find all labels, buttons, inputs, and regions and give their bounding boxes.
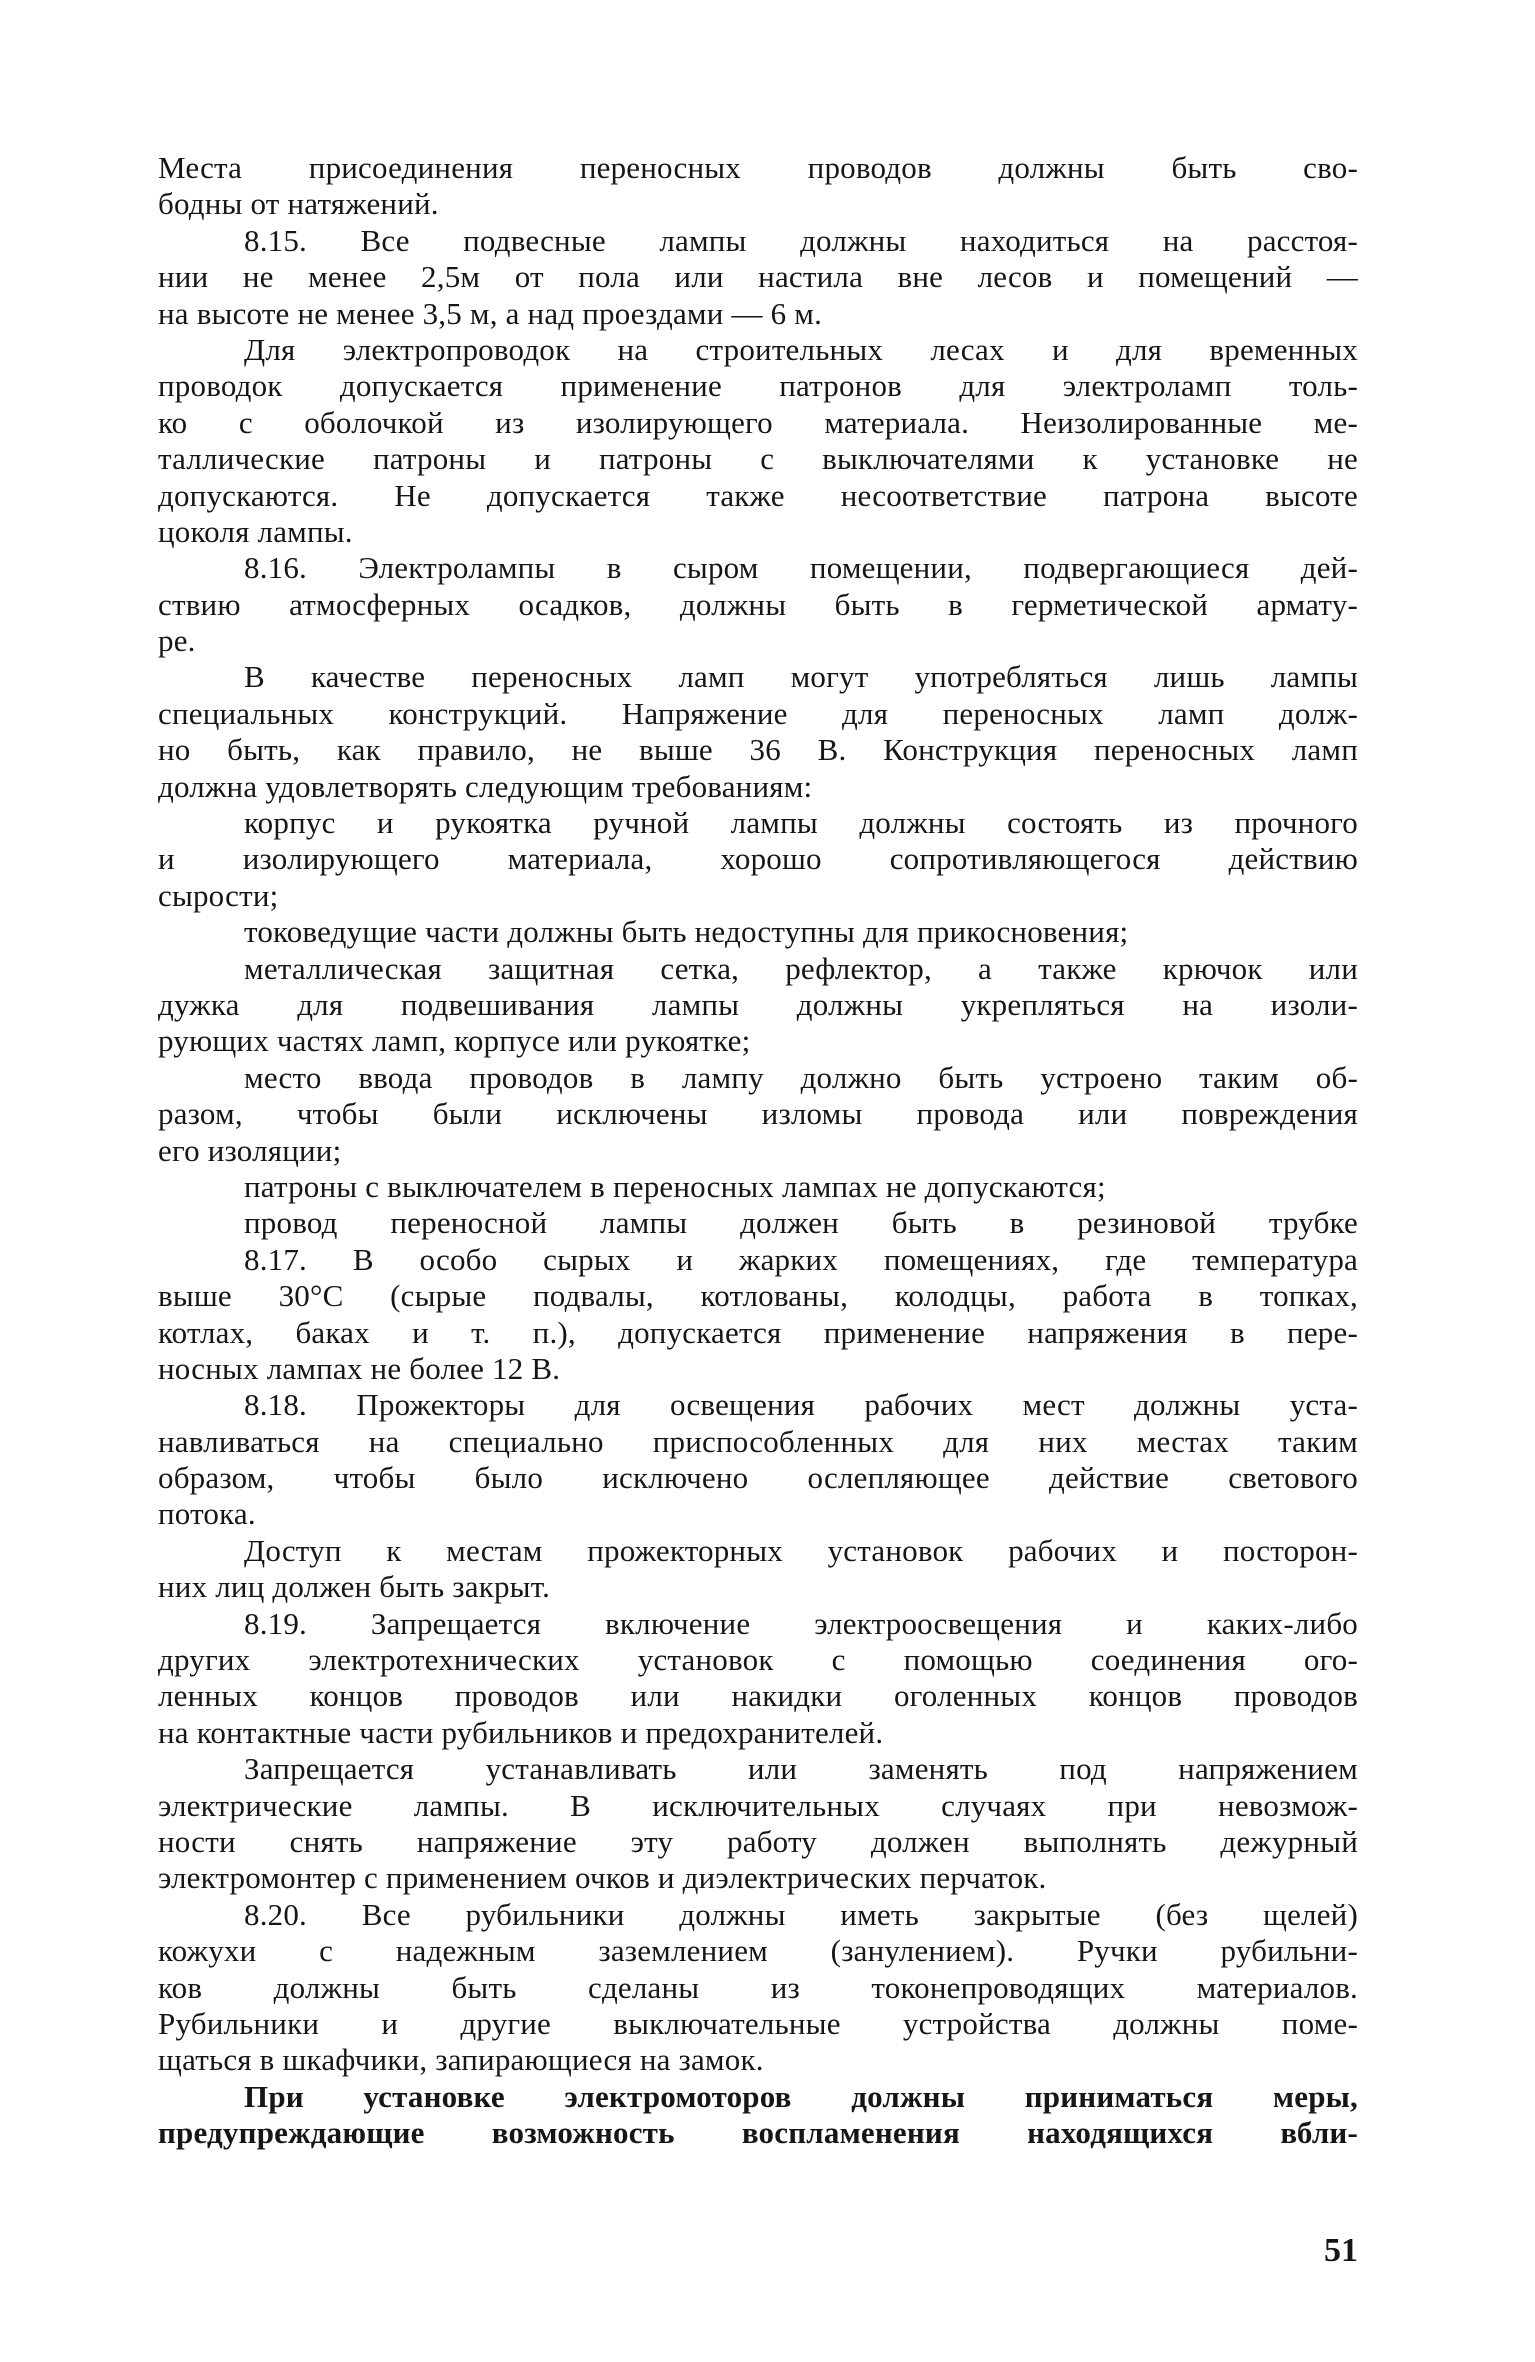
text-line-26: место ввода проводов в лампу должно быть устроено таким об- — [244, 1059, 1358, 1095]
text-line-41: 8.19. Запрещается включение электроосвещения и каких-либо — [244, 1605, 1358, 1641]
text-line-32: выше 30°С (сырые подвалы, котлованы, колодцы, работа в топках, — [158, 1278, 1358, 1314]
text-line-24: дужка для подвешивания лампы должны укрепляться на изоли- — [158, 986, 1358, 1022]
text-line-18: должна удовлетворять следующим требованиям: — [158, 768, 813, 804]
text-line-1: Места присоединения переносных проводов должны быть сво- — [158, 150, 1358, 185]
text-line-9: таллические патроны и патроны с выключателями к установке не — [158, 441, 1358, 477]
text-line-5: на высоте не менее 3,5 м, а над проездами — 6 м. — [158, 295, 823, 331]
text-line-13: ствию атмосферных осадков, должны быть в герметической армату- — [158, 586, 1358, 622]
text-line-6: Для электропроводок на строительных лесах и для временных — [244, 331, 1358, 367]
text-line-22: токоведущие части должны быть недоступны для прикосновения; — [244, 914, 1129, 950]
text-line-39: Доступ к местам прожекторных установок рабочих и посторон- — [244, 1532, 1358, 1568]
text-line-16: специальных конструкций. Напряжение для переносных ламп долж- — [158, 695, 1358, 731]
text-line-33: котлах, баках и т. п.), допускается применение напряжения в пере- — [158, 1314, 1358, 1350]
text-line-42: других электротехнических установок с помощью соединения ого- — [158, 1642, 1358, 1678]
text-line-4: нии не менее 2,5м от пола или настила вне лесов и помещений — — [158, 259, 1358, 295]
text-line-50: кожухи с надежным заземлением (занулением). Ручки рубильни- — [158, 1933, 1358, 1969]
text-line-45: Запрещается устанавливать или заменять под напряжением — [244, 1751, 1358, 1787]
text-line-38: потока. — [158, 1496, 256, 1532]
text-line-25: рующих частях ламп, корпусе или рукоятке; — [158, 1023, 751, 1059]
text-line-47: ности снять напряжение эту работу должен выполнять дежурный — [158, 1823, 1358, 1859]
text-line-3: 8.15. Все подвесные лампы должны находиться на расстоя- — [244, 222, 1358, 258]
text-line-21: сырости; — [158, 877, 279, 913]
text-line-19: корпус и рукоятка ручной лампы должны состоять из прочного — [244, 805, 1358, 841]
text-line-36: навливаться на специально приспособленных для них местах таким — [158, 1423, 1358, 1459]
text-line-2: бодны от натяжений. — [158, 186, 439, 222]
text-line-27: разом, чтобы были исключены изломы провода или повреждения — [158, 1096, 1358, 1132]
text-line-44: на контактные части рубильников и предохранителей. — [158, 1714, 884, 1750]
text-line-54: При установке электромоторов должны приниматься меры, — [244, 2078, 1358, 2114]
page-number: 51 — [1324, 2232, 1358, 2269]
text-line-34: носных лампах не более 12 В. — [158, 1350, 561, 1386]
text-line-46: электрические лампы. В исключительных случаях при невозмож- — [158, 1787, 1358, 1823]
text-line-37: образом, чтобы было исключено ослепляющее действие светового — [158, 1460, 1358, 1496]
text-line-49: 8.20. Все рубильники должны иметь закрытые (без щелей) — [244, 1896, 1358, 1932]
text-line-28: его изоляции; — [158, 1132, 342, 1168]
text-line-48: электромонтер с применением очков и диэлектрических перчаток. — [158, 1860, 1047, 1896]
text-line-51: ков должны быть сделаны из токонепроводящих материалов. — [158, 1969, 1358, 2005]
text-line-17: но быть, как правило, не выше 36 В. Конструкция переносных ламп — [158, 732, 1358, 768]
text-line-20: и изолирующего материала, хорошо сопротивляющегося действию — [158, 841, 1358, 877]
text-line-35: 8.18. Прожекторы для освещения рабочих мест должны уста- — [244, 1387, 1358, 1423]
text-line-55: предупреждающие возможность воспламенения находящихся вбли- — [158, 2115, 1358, 2151]
text-line-14: ре. — [158, 623, 196, 659]
text-line-53: щаться в шкафчики, запирающиеся на замок. — [158, 2042, 764, 2078]
document-page — [158, 150, 1358, 2151]
text-line-15: В качестве переносных ламп могут употребляться лишь лампы — [244, 659, 1358, 695]
text-line-7: проводок допускается применение патронов для электроламп толь- — [158, 368, 1358, 404]
text-line-30: провод переносной лампы должен быть в резиновой трубке — [244, 1205, 1358, 1241]
text-line-31: 8.17. В особо сырых и жарких помещениях, где температура — [244, 1241, 1358, 1277]
text-line-11: цоколя лампы. — [158, 513, 353, 549]
text-line-12: 8.16. Электролампы в сыром помещении, подвергающиеся дей- — [244, 550, 1358, 586]
text-line-23: металлическая защитная сетка, рефлектор, а также крючок или — [244, 950, 1358, 986]
text-line-52: Рубильники и другие выключательные устройства должны поме- — [158, 2005, 1358, 2041]
text-line-43: ленных концов проводов или накидки оголенных концов проводов — [158, 1678, 1358, 1714]
text-line-10: допускаются. Не допускается также несоответствие патрона высоте — [158, 477, 1358, 513]
text-line-8: ко с оболочкой из изолирующего материала. Неизолированные ме- — [158, 404, 1358, 440]
text-line-40: них лиц должен быть закрыт. — [158, 1569, 551, 1605]
text-line-29: патроны с выключателем в переносных лампах не допускаются; — [244, 1168, 1106, 1204]
